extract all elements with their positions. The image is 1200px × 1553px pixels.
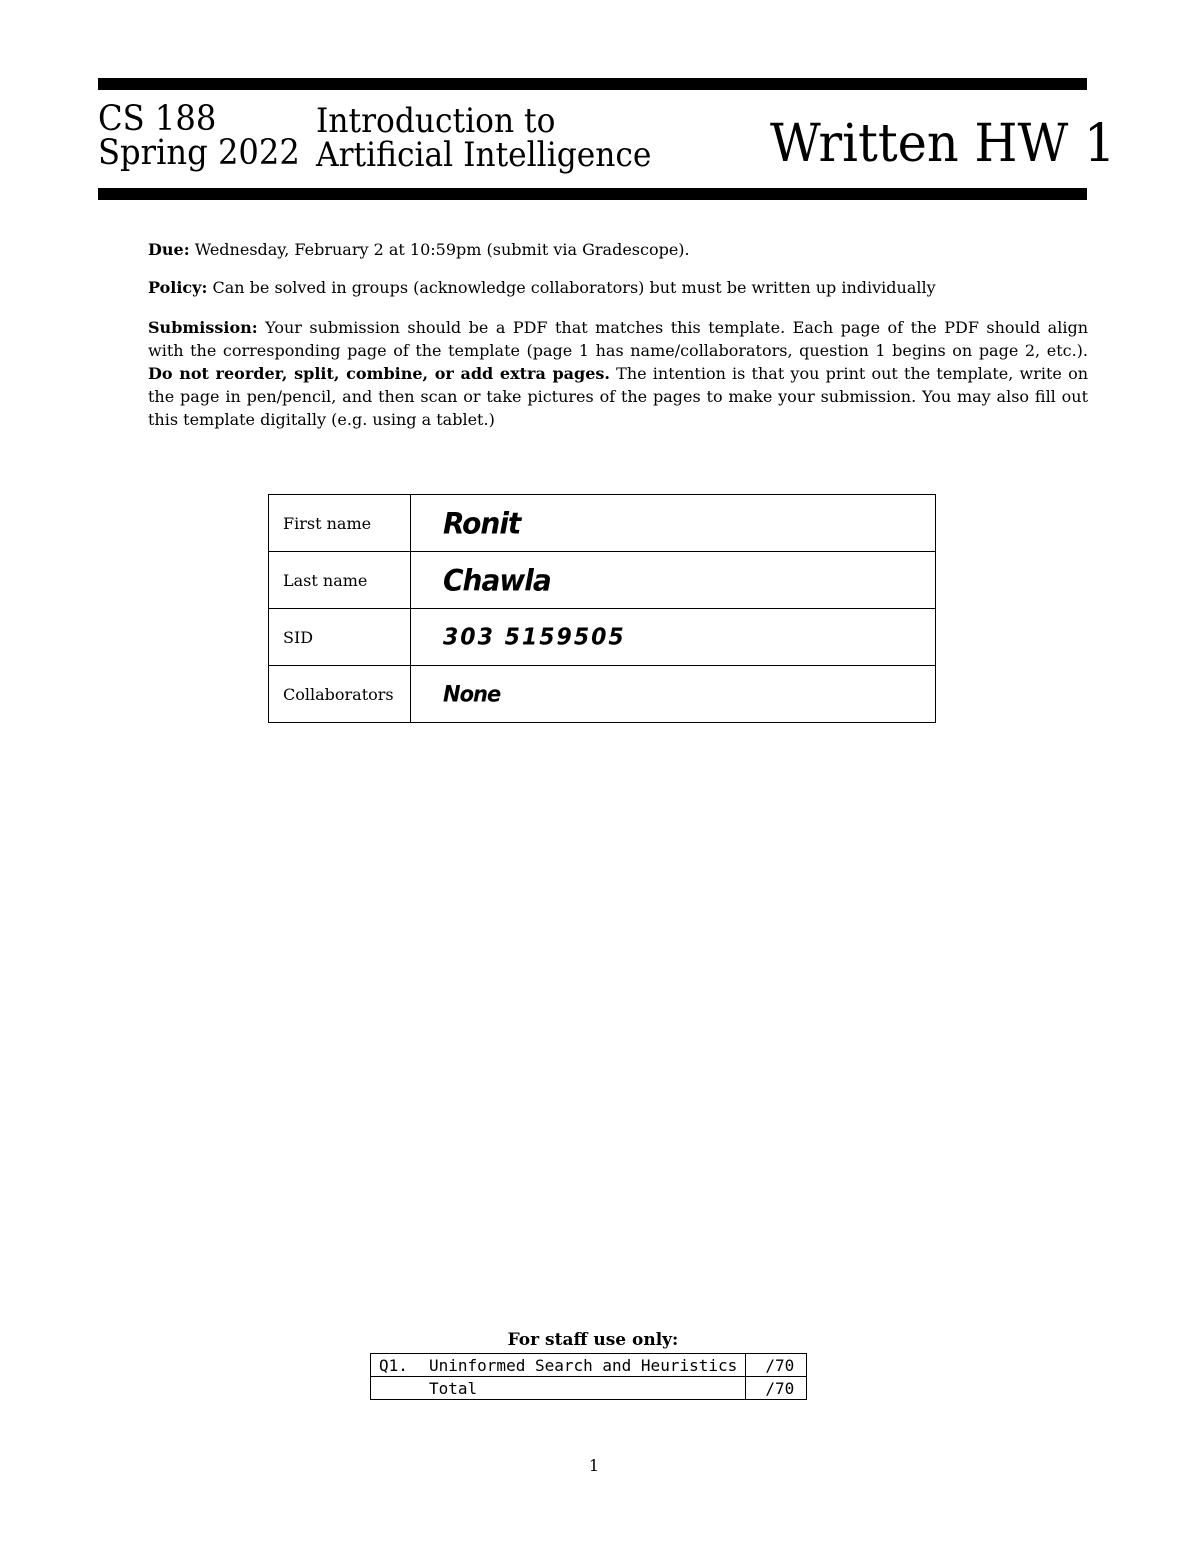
table-row [269,495,936,552]
policy-paragraph [148,276,1088,299]
header-rule-bottom [98,188,1087,200]
table-row [371,1377,807,1400]
submission-paragraph [148,316,1088,431]
page-number: 1 [588,1456,600,1475]
student-info-table [268,494,936,723]
policy-text: Can be solved in groups (acknowledge collaborators) but must be written up individually [212,278,936,297]
last-name-field[interactable] [411,552,936,609]
course-term: Spring 2022 [98,133,300,173]
question-score: /70 [746,1354,807,1377]
first-name-value: Ronit [443,505,521,541]
course-title [316,101,652,175]
last-name-label: Last name [269,552,411,609]
due-text: Wednesday, February 2 at 10:59pm (submit via Gradescope). [194,240,690,259]
due-paragraph [148,238,1088,261]
table-row [269,609,936,666]
sid-field[interactable] [411,609,936,666]
course-title-line2: Artificial Intelligence [316,135,652,175]
last-name-value: Chawla [443,562,551,598]
collaborators-label: Collaborators [269,666,411,723]
sid-label: SID [269,609,411,666]
total-score: /70 [746,1377,807,1400]
first-name-label: First name [269,495,411,552]
first-name-field[interactable] [411,495,936,552]
course-code: CS 188 [98,99,217,139]
total-label: Total [429,1378,478,1398]
submission-text-1: Your submission should be a PDF that matches this template. Each page of the PDF should align with the corresponding page of the template (page 1 has name/collaborators, question 1 begins on page 2, etc.). [148,318,1088,360]
header-rule-top [98,78,1087,90]
submission-text-2: The intention is that you print out the template, write on the page in pen/pencil, and then scan or take pictures of the pages to make your submission. You may also fill out this template digitally (e.g. using a tablet.) [148,364,1089,429]
collaborators-field[interactable] [411,666,936,723]
staff-score-table [370,1353,807,1400]
course-info [98,99,300,173]
question-name: Uninformed Search and Heuristics [429,1355,738,1375]
policy-label: Policy: [148,278,208,297]
submission-label: Submission: [148,318,258,337]
staff-question-cell [371,1354,746,1377]
course-title-line1: Introduction to [316,101,556,141]
question-number: Q1. [379,1355,408,1375]
due-label: Due: [148,240,190,259]
submission-bold-warning: Do not reorder, split, combine, or add extra pages. [148,364,610,383]
table-row [269,552,936,609]
assignment-title: Written HW 1 [770,114,1116,174]
table-row [371,1354,807,1377]
sid-value: 303 5159505 [443,623,626,651]
table-row [269,666,936,723]
staff-use-title: For staff use only: [507,1330,679,1350]
collaborators-value: None [443,681,501,707]
staff-total-cell [371,1377,746,1400]
